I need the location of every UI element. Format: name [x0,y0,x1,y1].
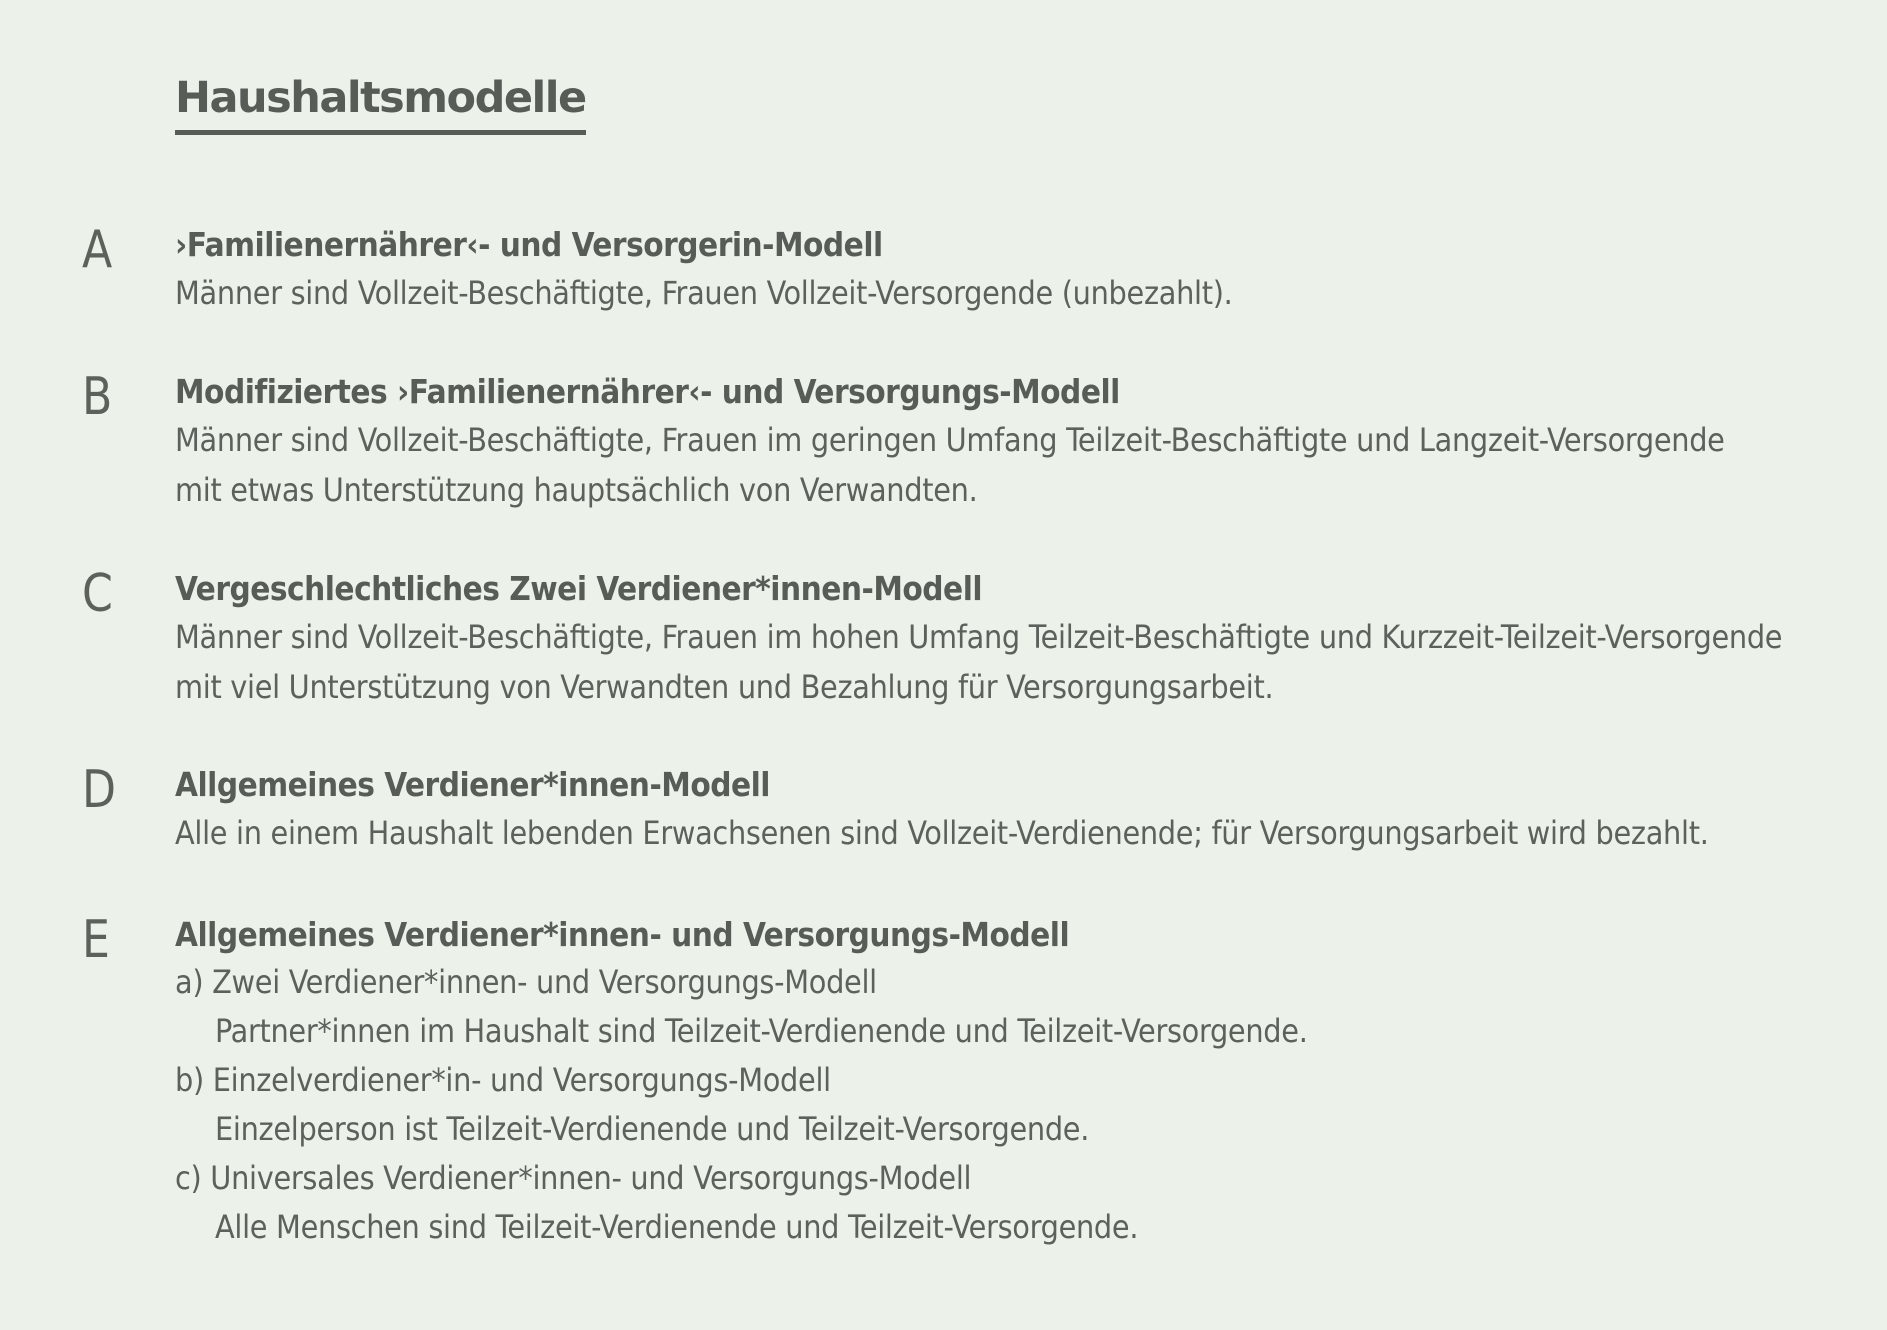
model-letter: C [82,564,113,624]
model-body [175,566,1855,712]
model-title: Allgemeines Verdiener*innen- und Versorgungs-Modell [175,915,1070,954]
sub-model-label: b) Einzelverdiener*in- und Versorgungs-Modell [175,1061,831,1099]
model-letter: E [82,910,110,970]
model-title: Modifiziertes ›Familienernährer‹- und Versorgungs-Modell [175,372,1120,411]
sub-model-label: c) Universales Verdiener*innen- und Versorgungs-Modell [175,1159,972,1197]
model-letter: A [82,220,113,280]
model-title: Allgemeines Verdiener*innen-Modell [175,765,770,804]
model-body [175,222,1855,318]
model-description: mit etwas Unterstützung hauptsächlich von Verwandten. [175,471,978,509]
model-description: Männer sind Vollzeit-Beschäftigte, Frauen Vollzeit-Versorgende (unbezahlt). [175,274,1233,312]
model-description: Männer sind Vollzeit-Beschäftigte, Frauen im hohen Umfang Teilzeit-Beschäftigte und Kurzzeit-Teilzeit-Versorgende [175,618,1783,656]
page-title: Haushaltsmodelle [175,72,586,135]
sub-model-description: Partner*innen im Haushalt sind Teilzeit-Verdienende und Teilzeit-Versorgende. [215,1012,1308,1050]
sub-model-description: Einzelperson ist Teilzeit-Verdienende und Teilzeit-Versorgende. [215,1110,1090,1148]
model-body [175,912,1855,1252]
sub-model-description: Alle Menschen sind Teilzeit-Verdienende und Teilzeit-Versorgende. [215,1208,1139,1246]
model-description: Alle in einem Haushalt lebenden Erwachsenen sind Vollzeit-Verdienende; für Versorgungsarbeit wird bezahlt. [175,814,1709,852]
model-title: ›Familienernährer‹- und Versorgerin-Modell [175,225,883,264]
model-body [175,762,1855,858]
model-letter: B [82,367,113,427]
model-description: Männer sind Vollzeit-Beschäftigte, Frauen im geringen Umfang Teilzeit-Beschäftigte und Langzeit-Versorgende [175,421,1725,459]
sub-model-label: a) Zwei Verdiener*innen- und Versorgungs-Modell [175,963,877,1001]
model-letter: D [82,760,117,820]
model-description: mit viel Unterstützung von Verwandten und Bezahlung für Versorgungsarbeit. [175,668,1274,706]
model-title: Vergeschlechtliches Zwei Verdiener*innen-Modell [175,569,983,608]
model-body [175,369,1855,515]
